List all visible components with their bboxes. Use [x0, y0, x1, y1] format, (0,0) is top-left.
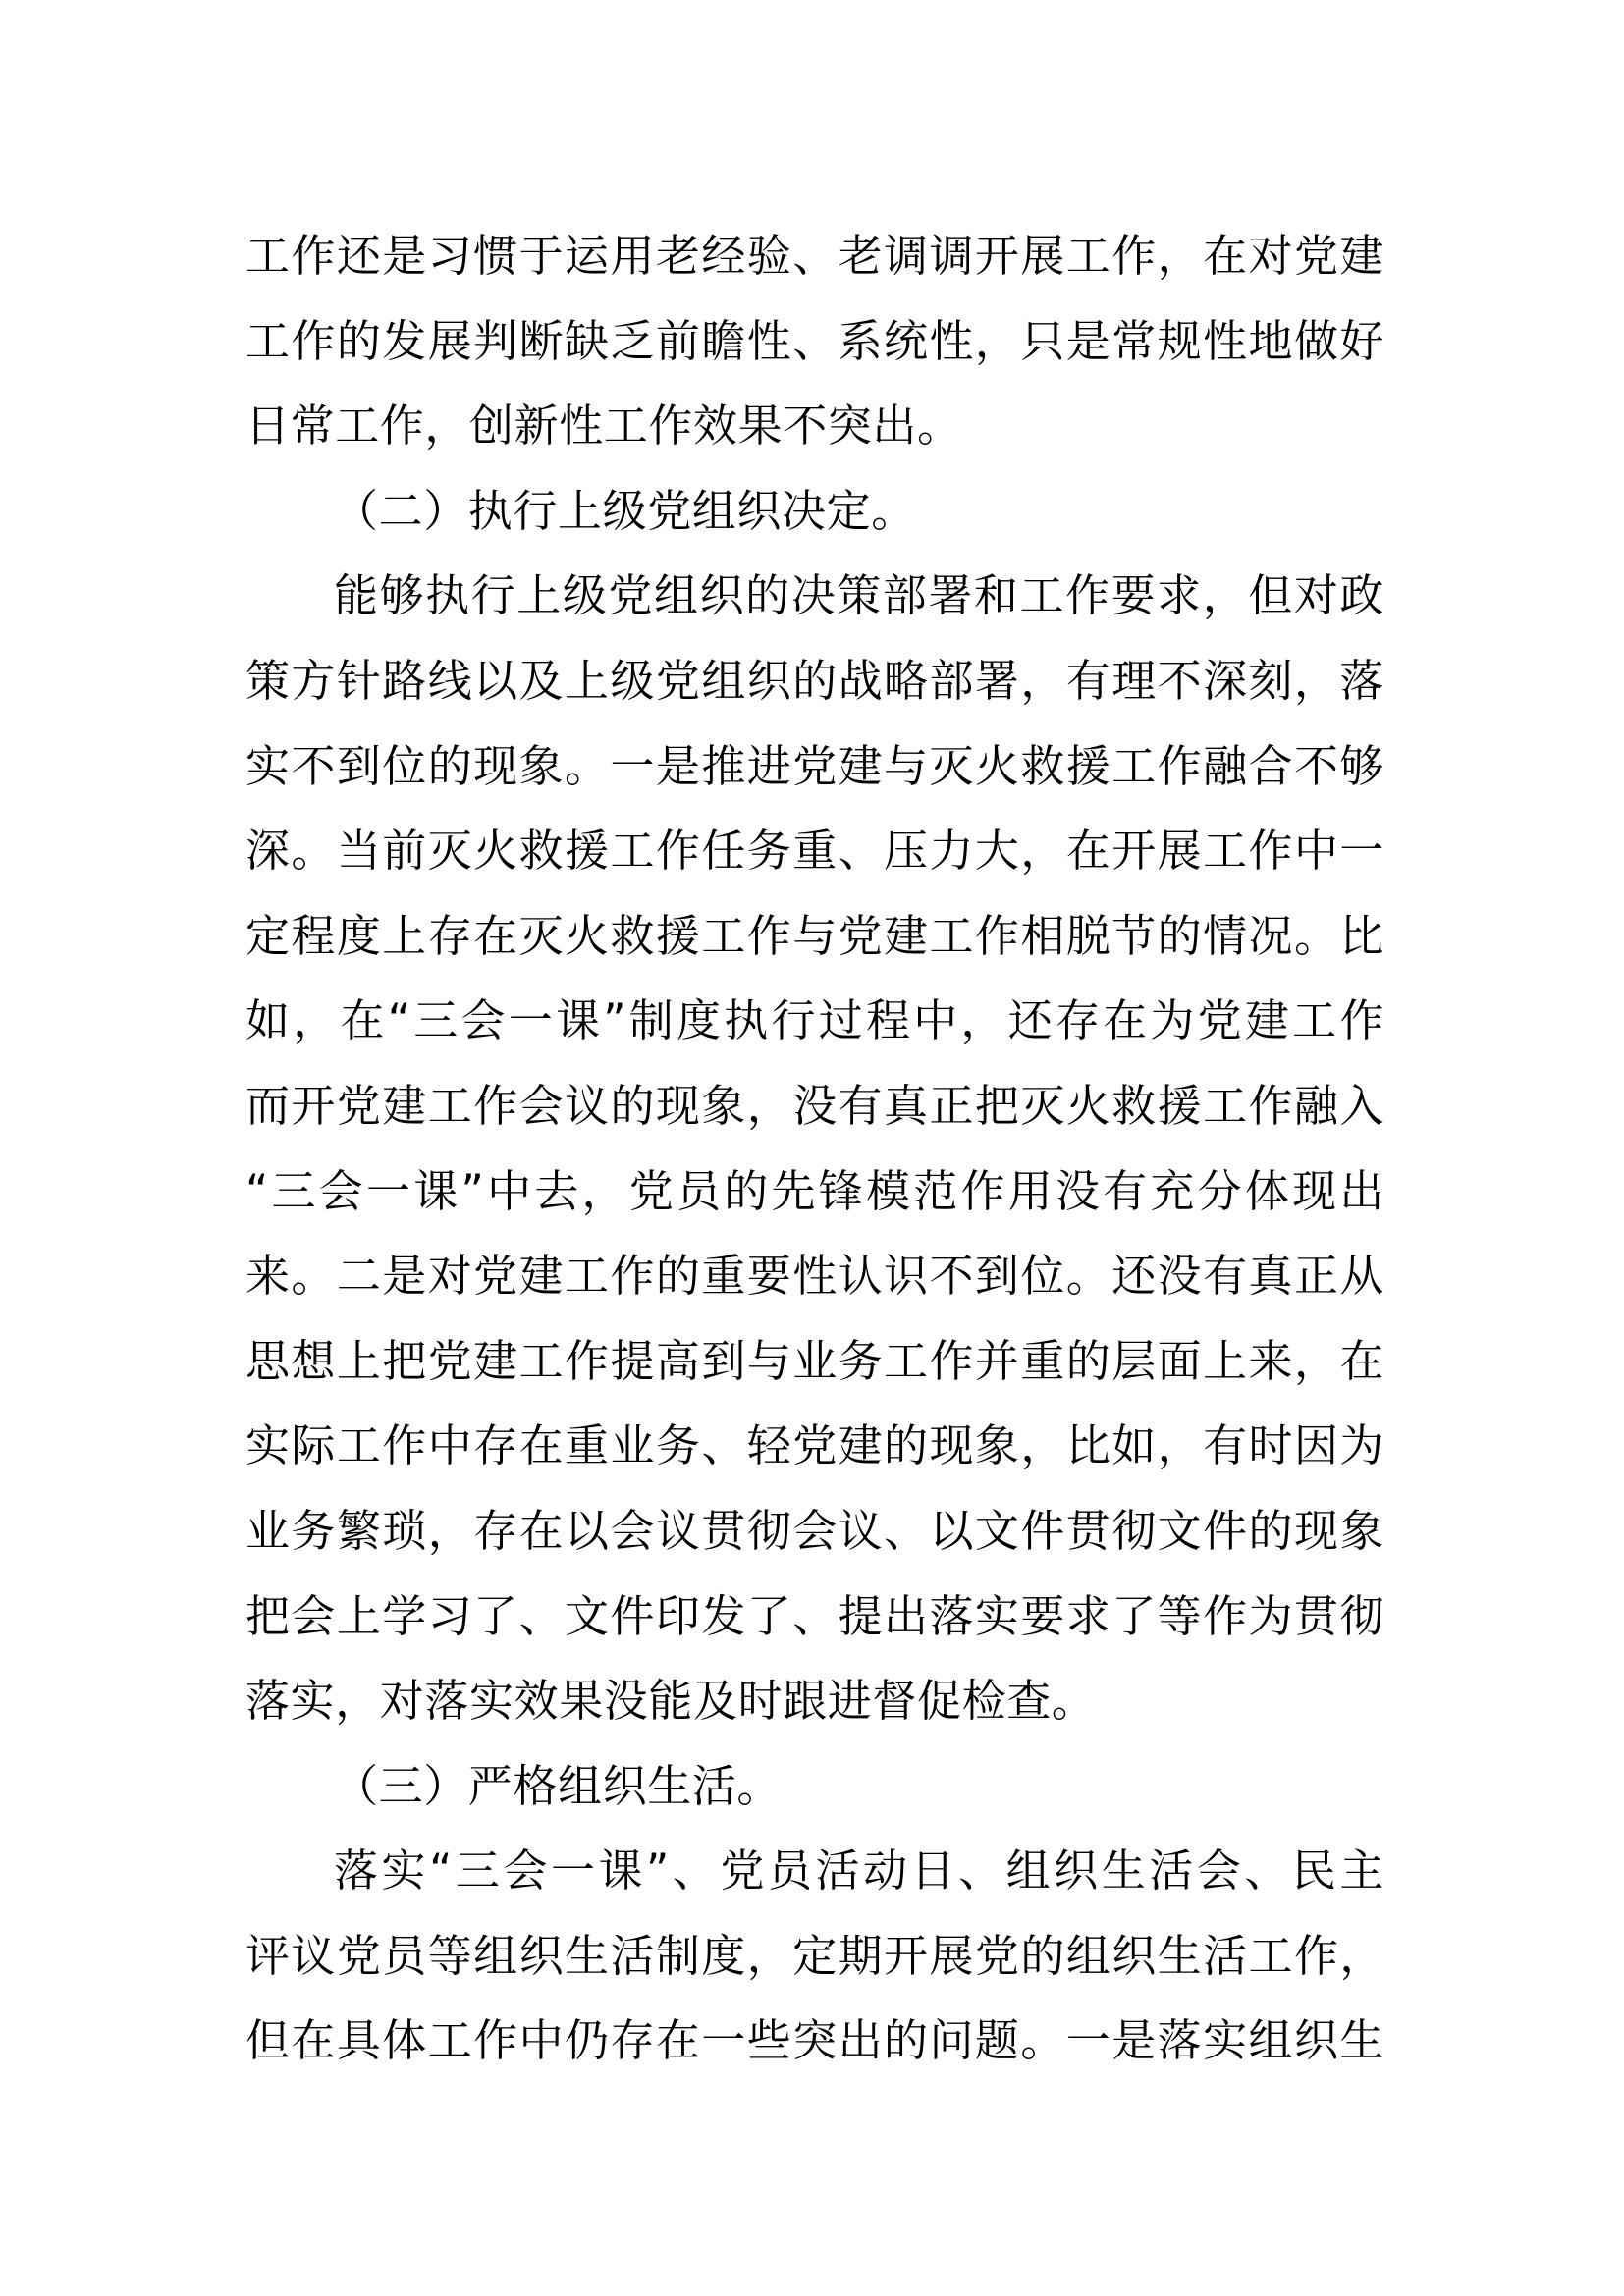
text-line: 而开党建工作会议的现象，没有真正把灭火救援工作融入 [245, 1079, 1384, 1132]
text-line: 能够执行上级党组织的决策部署和工作要求，但对政 [334, 569, 1384, 622]
text-line: 策方针路线以及上级党组织的战略部署，有理不深刻，落 [245, 654, 1384, 707]
text-line: 定程度上存在灭火救援工作与党建工作相脱节的情况。比 [245, 909, 1384, 962]
text-line: 业务繁琐，存在以会议贯彻会议、以文件贯彻文件的现象 [245, 1504, 1384, 1557]
section-heading-3: （三）严格组织生活。 [334, 1759, 783, 1812]
section-heading-2: （二）执行上级党组织决定。 [334, 484, 916, 537]
text-line: 但在具体工作中仍存在一些突出的问题。一是落实组织生 [245, 2014, 1384, 2067]
text-line: “三会一课”中去，党员的先锋模范作用没有充分体现出 [245, 1164, 1384, 1217]
paragraph-continued [245, 214, 1384, 469]
text-line: 深。当前灭火救援工作任务重、压力大，在开展工作中一 [245, 825, 1384, 878]
text-line: 落实“三会一课”、党员活动日、组织生活会、民主 [334, 1844, 1384, 1897]
paragraph-organization-life [245, 1829, 1384, 2084]
document-page [245, 214, 1384, 2084]
text-line: 工作的发展判断缺乏前瞻性、系统性，只是常规性地做好 [245, 314, 1384, 367]
text-line: 把会上学习了、文件印发了、提出落实要求了等作为贯彻 [245, 1589, 1384, 1642]
text-line: 工作还是习惯于运用老经验、老调调开展工作，在对党建 [245, 230, 1384, 282]
text-line: 思想上把党建工作提高到与业务工作并重的层面上来，在 [245, 1334, 1384, 1387]
paragraph-execute-decisions [245, 554, 1384, 1743]
text-line: 落实，对落实效果没能及时跟进督促检查。 [245, 1675, 1097, 1728]
text-line: 日常工作，创新性工作效果不突出。 [245, 400, 962, 453]
text-line: 实际工作中存在重业务、轻党建的现象，比如，有时因为 [245, 1419, 1384, 1472]
text-line: 评议党员等组织生活制度，定期开展党的组织生活工作， [245, 1929, 1384, 1982]
text-line: 如，在“三会一课”制度执行过程中，还存在为党建工作 [245, 994, 1384, 1047]
text-line: 实不到位的现象。一是推进党建与灭火救援工作融合不够 [245, 739, 1384, 792]
text-line: 来。二是对党建工作的重要性认识不到位。还没有真正从 [245, 1250, 1384, 1303]
